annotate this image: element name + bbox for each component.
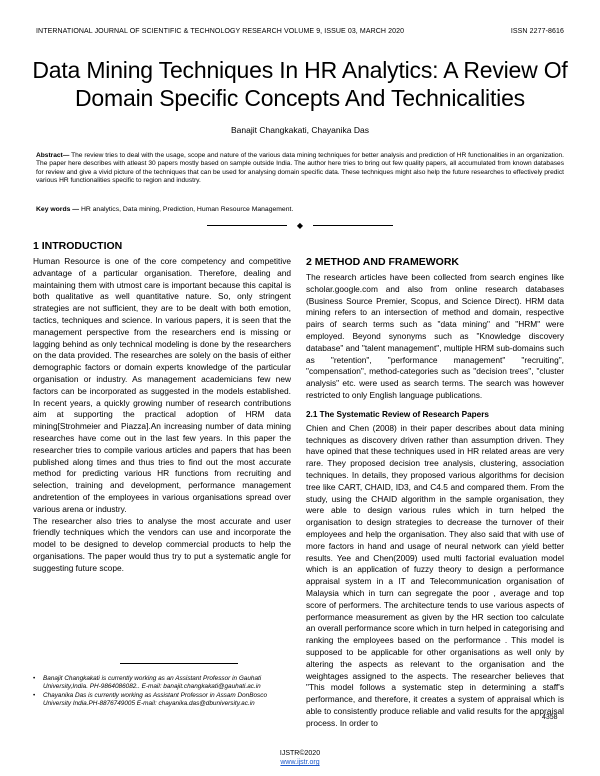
journal-url-link[interactable]: www.ijstr.org [280,759,320,766]
bullet-icon: • [33,692,36,699]
divider-line-left [207,225,287,226]
footnote-text: Banajit Changkakati is currently working as an Assistant Professor in Gauhati University,India. PH-9864086082.. E-mail: banajit.changkakati@gauhati.ac.in [43,675,262,690]
footnote-rule [120,663,238,664]
introduction-paragraph-2: The researcher also tries to analyse the most accurate and user friendly techniques which the vendors can use and incorporate the model to be designed to develop commercial products to help the organisations. The paper would thus try to put a systematic angle for suggesting future scope. [33,515,291,573]
right-column [306,256,564,729]
footnote-item [33,692,295,708]
abstract-text: The review tries to deal with the usage, scope and nature of the various data mining techniques for better analysis and prediction of HR functionalities in an organization. The paper here describes with atleast 30 papers mostly based on sample outside India. The author here tries to bring out few quality papers, all accumulated from known databases for review and give a vivid picture of the techniques that can be used for analysing domain specific data. These techniques might also help the future researches to effectively predict various HR functionalities specific to region and industry. [36,152,564,184]
journal-name: INTERNATIONAL JOURNAL OF SCIENTIFIC & TECHNOLOGY RESEARCH VOLUME 9, ISSUE 03, MARCH 2020 [36,28,405,35]
paper-title: Data Mining Techniques In HR Analytics: A Review Of Domain Specific Concepts And Technicalities [32,57,568,111]
footnote-text: Chayanika Das is currently working as Assistant Professor in Assam DonBosco University India.PH-8876749005 E-mail: chayanika.das@dbuniversity.ac.in [43,692,267,707]
issn: ISSN 2277-8616 [510,28,564,35]
footnote-item [33,675,295,691]
bullet-icon: • [33,675,36,682]
review-paragraph: Chien and Chen (2008) in their paper describes about data mining techniques as discovery driven rather than assumption driven. They have opined that these techniques used in HR related areas are very rare. They proposed decision tree analysis, clustering, association techniques. In details, they proposed various algorithms for decision tree like CART, CHAID, ID3, and C4.5 and compared them. From the study, using the CHAID algorithm in the sample organisation, they were able to design various rules which in turn helped the organisation to design strategies to decrease the turnover of their employees and help the organisation. They also said that with use of more factors in hand and usage of neural network can yield better results. Yee and Chen(2009) used multi factorial evaluation model which is an application of fuzzy theory to design a performance appraisal system in a IT and Telecommunication organisation of Malaysia which in turn can segregate the poor , average and top score of performers. The architecture tends to use various aspects of performance measurement as given by the HR section too calculate an overall performance score which in turn helped in categorising and ranking the employees based on the performance . This model is supposed to be applicable for other organisations as well only by altering the aspects as relevant to the organisation and the weightages assigned to the aspects. The researcher believes that "This model follows a systematic step in determining a staff's performance, and therefore, it creates a system of appraisal which is able to consistently produce reliable and valid results for the appraisal process. In order to [306,422,564,728]
introduction-heading: 1 INTRODUCTION [33,240,123,252]
keywords-label: Key words — [36,206,80,213]
introduction-paragraph-1: Human Resource is one of the core competency and competitive advantage of a particular organisation. Therefore, dealing and maintaining them with utmost care is important because this capital is both qualitative as well quantitative nature. So, only stringent strategies are not sufficient, they are to be dealt with both emotion, tactics, techniques and science. In various papers, it is seen that the management perspective from the researchers end is missing or lagging behind as only technical modeling is done by the researchers on the data provided. The researches are solely on the basis of either demographic factors or domain experts knowledge of the particular organisation or industry. As management academicians few new factors can be incorporated as suggested in the models established. In recent years, a quickly growing number of research contributions aim at supporting the practical adoption of HRM data mining[Strohmeier and Piazza].An increasing number of data mining researches have come out in the last few years. In this paper the researcher tries to compile various articles and papers that has been published along times and thus tries to find out the most accurate method for predicting various HR functions from recruiting and selection, training and development, performance management andretention of the employees in various organisations spread over various arena or industry. [33,256,291,514]
review-subheading: 2.1 The Systematic Review of Research Papers [306,409,489,419]
author-footnotes [33,675,295,709]
divider-line-right [313,225,393,226]
abstract-label: Abstract— [36,152,70,159]
left-column [33,240,291,575]
authors: Banajit Changkakati, Chayanika Das [231,125,369,135]
method-heading: 2 METHOD AND FRAMEWORK [306,256,460,268]
method-paragraph-1: The research articles have been collected from search engines like scholar.google.com and also from online research databases (Business Source Premier, Scopus, and Science Direct). HRM data mining refers to an intersection of method and domain, respective pairs of search terms such as "data mining" and "HRM" were employed. Beyond synonyms such as "Knowledge discovery database" and "talent management", multiple HRM sub-domains such as "retention", "performance management" "recruiting", "compensation", method-categories such as "decision trees", "cluster analysis" etc. were used as search terms. The search was however restricted to only English language publications. [306,272,564,400]
page-number: 4358 [542,714,558,721]
keywords-text: HR analytics, Data mining, Prediction, Human Resource Management. [79,206,294,213]
copyright-code: IJSTR©2020 [279,750,321,757]
section-divider [0,221,600,231]
keywords [36,205,564,214]
divider-diamond-icon: ◆ [296,221,304,230]
abstract [36,152,564,185]
